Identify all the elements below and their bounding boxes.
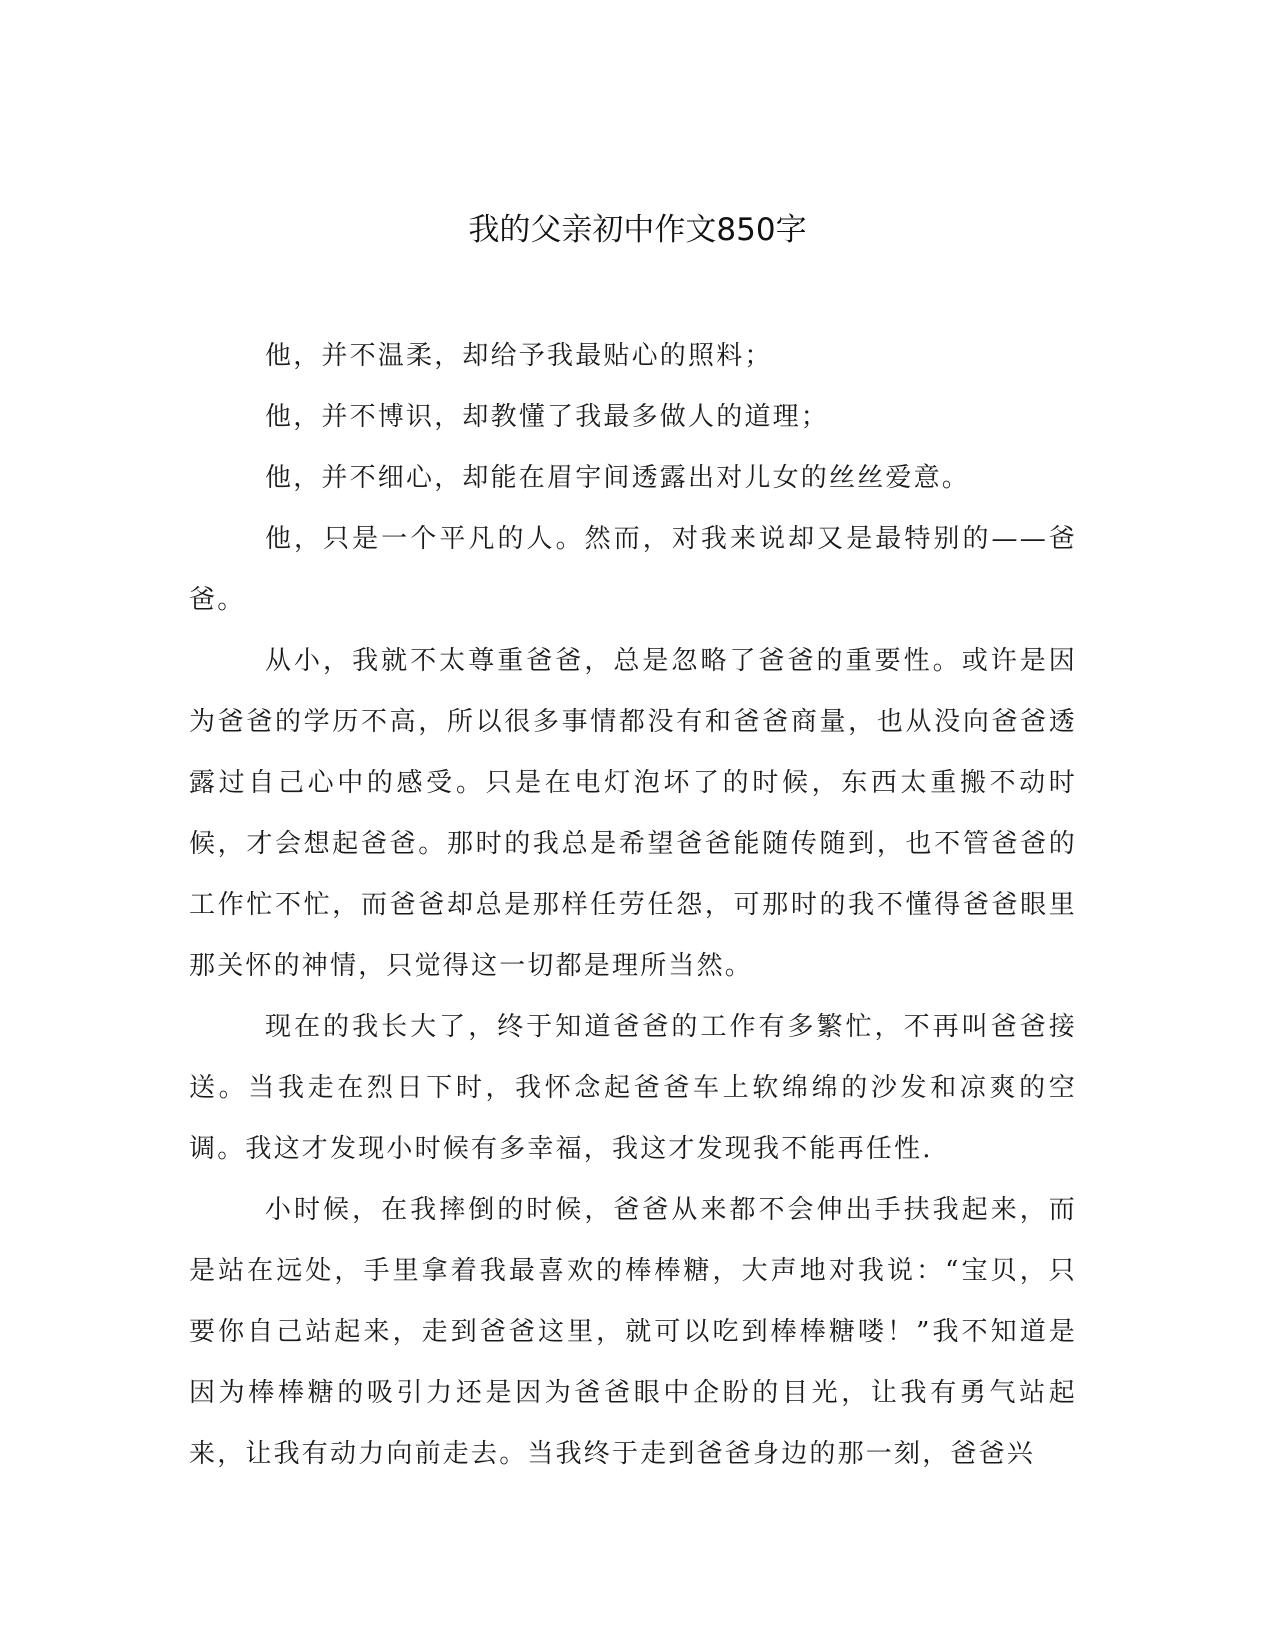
paragraph: 他，并不博识，却教懂了我最多做人的道理； [265, 402, 830, 432]
paragraph: 他，并不温柔，却给予我最贴心的照料； [265, 341, 773, 371]
document-title: 我的父亲初中作文850字 [468, 212, 807, 248]
paragraph: 现在的我长大了，终于知道爸爸的工作有多繁忙，不再叫爸爸接送。当我走在烈日下时，我怀念起爸爸车上软绵绵的沙发和凉爽的空调。我这才发现小时候有多幸福，我这才发现我不能再任性. [189, 1012, 1077, 1164]
paragraph: 他，并不细心，却能在眉宇间透露出对儿女的丝丝爱意。 [265, 463, 971, 493]
document-body [189, 326, 1077, 1485]
paragraph: 他，只是一个平凡的人。然而，对我来说却又是最特别的——爸爸。 [189, 524, 1077, 615]
paragraph: 小时候，在我摔倒的时候，爸爸从来都不会伸出手扶我起来，而是站在远处，手里拿着我最喜欢的棒棒糖，大声地对我说：“宝贝，只要你自己站起来，走到爸爸这里，就可以吃到棒棒糖喽！”我不知道是因为棒棒糖的吸引力还是因为爸爸眼中企盼的目光，让我有勇气站起来，让我有动力向前走去。当我终于走到爸爸身边的那一刻，爸爸兴 [189, 1195, 1077, 1469]
paragraph: 从小，我就不太尊重爸爸，总是忽略了爸爸的重要性。或许是因为爸爸的学历不高，所以很多事情都没有和爸爸商量，也从没向爸爸透露过自己心中的感受。只是在电灯泡坏了的时候，东西太重搬不动时候，才会想起爸爸。那时的我总是希望爸爸能随传随到，也不管爸爸的工作忙不忙，而爸爸却总是那样任劳任怨，可那时的我不懂得爸爸眼里那关怀的神情，只觉得这一切都是理所当然。 [189, 646, 1077, 981]
